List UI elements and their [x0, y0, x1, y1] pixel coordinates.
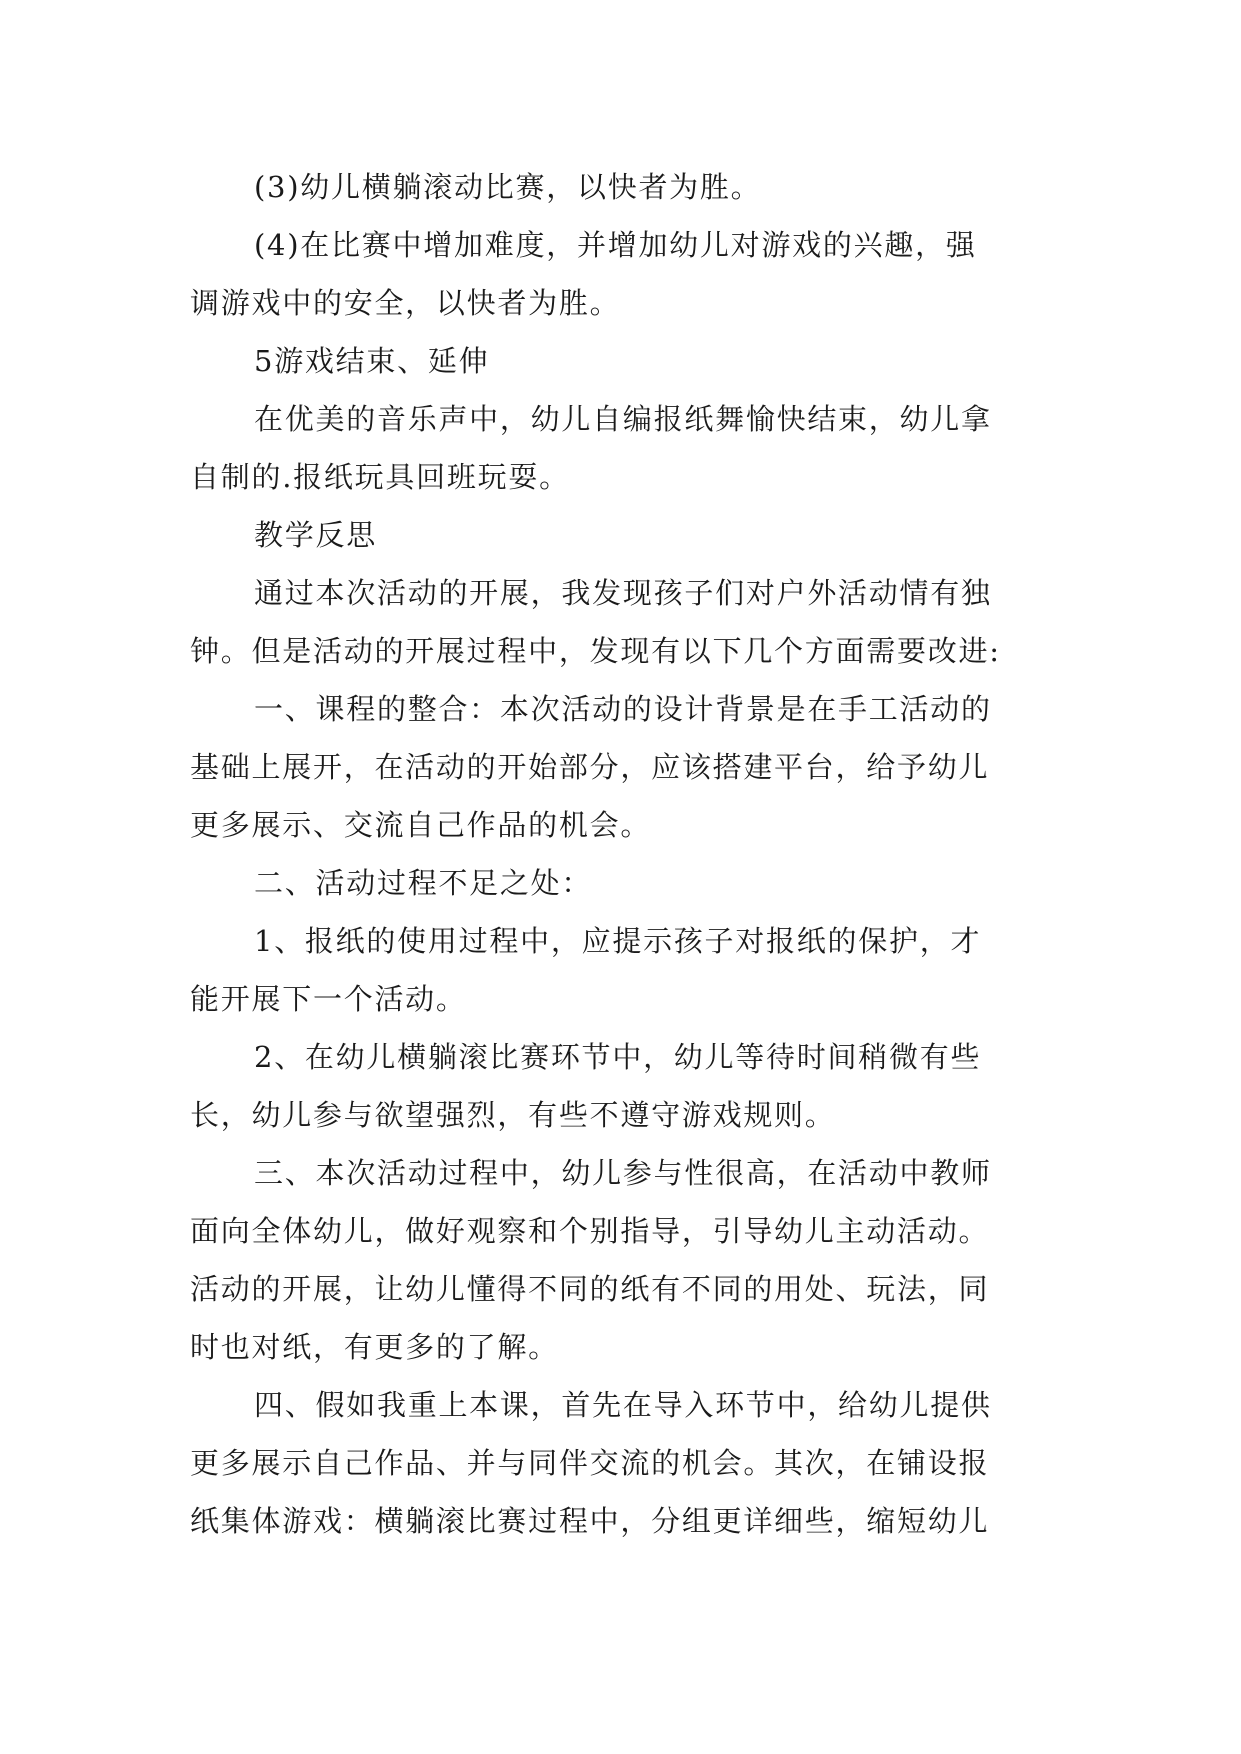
text-line: 活动的开展，让幼儿懂得不同的纸有不同的用处、玩法，同: [190, 1272, 990, 1306]
text-line: 自制的.报纸玩具回班玩耍。: [190, 460, 570, 494]
text-line: 面向全体幼儿，做好观察和个别指导，引导幼儿主动活动。: [190, 1214, 990, 1248]
text-line: (4)在比赛中增加难度，并增加幼儿对游戏的兴趣，强: [254, 228, 977, 262]
text-line: 在优美的音乐声中，幼儿自编报纸舞愉快结束，幼儿拿: [254, 402, 992, 436]
text-line: 钟。但是活动的开展过程中，发现有以下几个方面需要改进:: [190, 634, 1001, 668]
text-line: 一、课程的整合：本次活动的设计背景是在手工活动的: [254, 692, 992, 726]
text-line: 能开展下一个活动。: [190, 982, 467, 1016]
text-line: 5游戏结束、延伸: [254, 344, 490, 378]
text-line: 二、活动过程不足之处：: [254, 866, 593, 900]
text-line: 长，幼儿参与欲望强烈，有些不遵守游戏规则。: [190, 1098, 836, 1132]
text-line: (3)幼儿横躺滚动比赛，以快者为胜。: [254, 170, 762, 204]
text-line: 四、假如我重上本课，首先在导入环节中，给幼儿提供: [254, 1388, 992, 1422]
section-heading: 教学反思: [254, 518, 377, 552]
text-line: 更多展示、交流自己作品的机会。: [190, 808, 652, 842]
text-line: 2、在幼儿横躺滚比赛环节中，幼儿等待时间稍微有些: [254, 1040, 982, 1074]
text-line: 时也对纸，有更多的了解。: [190, 1330, 559, 1364]
text-line: 更多展示自己作品、并与同伴交流的机会。其次，在铺设报: [190, 1446, 990, 1480]
text-line: 基础上展开，在活动的开始部分，应该搭建平台，给予幼儿: [190, 750, 990, 784]
text-line: 纸集体游戏：横躺滚比赛过程中，分组更详细些，缩短幼儿: [190, 1504, 990, 1538]
text-line: 通过本次活动的开展，我发现孩子们对户外活动情有独: [254, 576, 992, 610]
text-line: 三、本次活动过程中，幼儿参与性很高，在活动中教师: [254, 1156, 992, 1190]
text-line: 1、报纸的使用过程中，应提示孩子对报纸的保护，才: [254, 924, 982, 958]
text-line: 调游戏中的安全，以快者为胜。: [190, 286, 621, 320]
